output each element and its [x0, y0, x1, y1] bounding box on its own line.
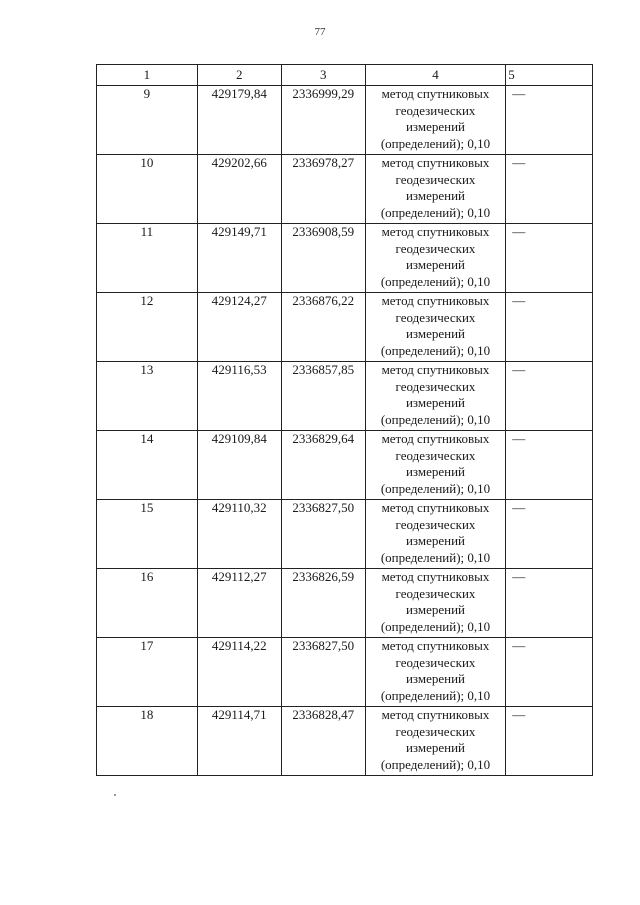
- x-coordinate-cell: 429109,84: [197, 431, 281, 500]
- note-cell: [506, 569, 593, 638]
- method-cell: метод спутниковых геодезических измерений (определений); 0,10: [365, 293, 505, 362]
- x-coordinate-cell: 429149,71: [197, 224, 281, 293]
- table-header-row: [97, 65, 593, 86]
- point-number-cell: 16: [97, 569, 198, 638]
- note-dash: —: [512, 293, 526, 308]
- y-coordinate-cell: 2336827,50: [281, 500, 365, 569]
- note-dash: —: [512, 362, 526, 377]
- note-dash: —: [512, 86, 526, 101]
- x-coordinate-cell: 429114,22: [197, 638, 281, 707]
- method-cell: метод спутниковых геодезических измерений (определений); 0,10: [365, 86, 505, 155]
- table-row: [97, 86, 593, 155]
- note-dash: —: [512, 500, 526, 515]
- method-cell: метод спутниковых геодезических измерений (определений); 0,10: [365, 500, 505, 569]
- point-number-cell: 11: [97, 224, 198, 293]
- y-coordinate-cell: 2336908,59: [281, 224, 365, 293]
- note-cell: [506, 707, 593, 776]
- method-cell: метод спутниковых геодезических измерений (определений); 0,10: [365, 362, 505, 431]
- x-coordinate-cell: 429116,53: [197, 362, 281, 431]
- table-row: [97, 638, 593, 707]
- table-row: [97, 293, 593, 362]
- table-row: [97, 362, 593, 431]
- x-coordinate-cell: 429114,71: [197, 707, 281, 776]
- point-number-cell: 9: [97, 86, 198, 155]
- point-number-cell: 10: [97, 155, 198, 224]
- y-coordinate-cell: 2336826,59: [281, 569, 365, 638]
- point-number-cell: 15: [97, 500, 198, 569]
- method-cell: метод спутниковых геодезических измерений (определений); 0,10: [365, 224, 505, 293]
- method-cell: метод спутниковых геодезических измерений (определений); 0,10: [365, 431, 505, 500]
- note-dash: —: [512, 707, 526, 722]
- point-number-cell: 14: [97, 431, 198, 500]
- scan-speck: [114, 794, 116, 796]
- page-number: 77: [314, 26, 326, 38]
- table-body: [97, 86, 593, 776]
- note-cell: [506, 500, 593, 569]
- y-coordinate-cell: 2336828,47: [281, 707, 365, 776]
- method-cell: метод спутниковых геодезических измерений (определений); 0,10: [365, 707, 505, 776]
- y-coordinate-cell: 2336978,27: [281, 155, 365, 224]
- note-cell: [506, 155, 593, 224]
- note-cell: [506, 86, 593, 155]
- x-coordinate-cell: 429112,27: [197, 569, 281, 638]
- note-dash: —: [512, 638, 526, 653]
- table-row: [97, 500, 593, 569]
- note-cell: [506, 293, 593, 362]
- note-cell: [506, 638, 593, 707]
- column-header-1: 1: [97, 65, 198, 86]
- point-number-cell: 17: [97, 638, 198, 707]
- x-coordinate-cell: 429110,32: [197, 500, 281, 569]
- column-header-3: 3: [281, 65, 365, 86]
- table-row: [97, 707, 593, 776]
- note-cell: [506, 362, 593, 431]
- table-row: [97, 224, 593, 293]
- point-number-cell: 18: [97, 707, 198, 776]
- point-number-cell: 12: [97, 293, 198, 362]
- method-cell: метод спутниковых геодезических измерений (определений); 0,10: [365, 155, 505, 224]
- y-coordinate-cell: 2336857,85: [281, 362, 365, 431]
- note-dash: —: [512, 569, 526, 584]
- method-cell: метод спутниковых геодезических измерений (определений); 0,10: [365, 638, 505, 707]
- column-header-2: 2: [197, 65, 281, 86]
- y-coordinate-cell: 2336999,29: [281, 86, 365, 155]
- coordinates-table: [96, 64, 593, 776]
- note-dash: —: [512, 224, 526, 239]
- note-cell: [506, 224, 593, 293]
- table-row: [97, 155, 593, 224]
- table-row: [97, 569, 593, 638]
- column-header-5: 5: [506, 65, 593, 86]
- x-coordinate-cell: 429202,66: [197, 155, 281, 224]
- method-cell: метод спутниковых геодезических измерений (определений); 0,10: [365, 569, 505, 638]
- column-header-4: 4: [365, 65, 505, 86]
- point-number-cell: 13: [97, 362, 198, 431]
- note-dash: —: [512, 155, 526, 170]
- note-cell: [506, 431, 593, 500]
- y-coordinate-cell: 2336876,22: [281, 293, 365, 362]
- y-coordinate-cell: 2336827,50: [281, 638, 365, 707]
- table-row: [97, 431, 593, 500]
- note-dash: —: [512, 431, 526, 446]
- x-coordinate-cell: 429179,84: [197, 86, 281, 155]
- x-coordinate-cell: 429124,27: [197, 293, 281, 362]
- y-coordinate-cell: 2336829,64: [281, 431, 365, 500]
